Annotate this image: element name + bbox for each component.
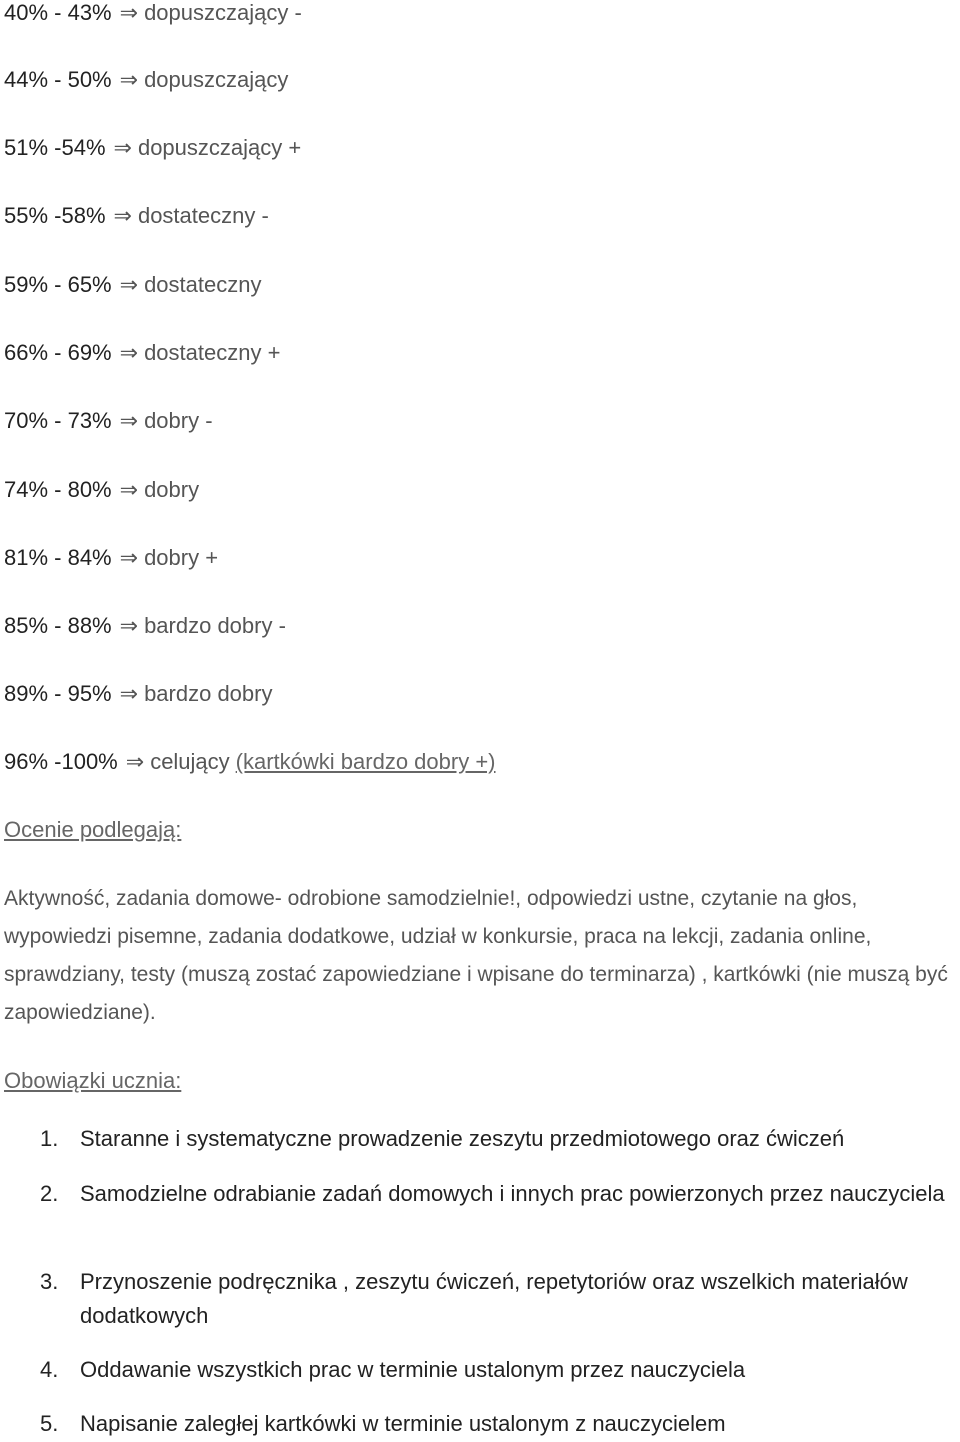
grade-range: 51% -54% (4, 135, 106, 160)
list-item-text: Samodzielne odrabianie zadań domowych i innych prac powierzonych przez nauczyciela (80, 1181, 945, 1206)
grade-scale-row (4, 681, 272, 707)
list-item-number: 4. (40, 1357, 59, 1382)
grade-name: dobry + (144, 545, 219, 570)
implies-arrow-icon: ⇒ (113, 203, 132, 228)
implies-arrow-icon: ⇒ (119, 67, 139, 92)
assessment-paragraph: Aktywność, zadania domowe- odrobione samodzielnie!, odpowiedzi ustne, czytanie na głos, wypowiedzi pisemne, zadania dodatkowe, udział w konkursie, praca na lekcji, zadania online, sprawdziany, testy (muszą zostać zapowiedziane i wpisane do terminarza) , kartkówki (nie muszą być zapowiedziane). (4, 887, 948, 1024)
list-item (40, 1122, 955, 1156)
grade-range: 74% - 80% (4, 477, 112, 502)
grade-scale-row (4, 613, 286, 639)
list-item (40, 1265, 955, 1333)
list-item-number: 1. (40, 1126, 59, 1151)
list-item (40, 1177, 955, 1211)
grade-range: 70% - 73% (4, 408, 112, 433)
grade-name: dopuszczający + (137, 135, 302, 160)
grade-range: 81% - 84% (4, 545, 112, 570)
grade-name: bardzo dobry (144, 681, 273, 706)
list-item-number: 3. (40, 1269, 59, 1294)
implies-arrow-icon: ⇒ (119, 681, 139, 706)
duties-heading: Obowiązki ucznia: (4, 1068, 182, 1093)
grade-range: 55% -58% (4, 203, 106, 228)
grade-name: dostateczny (144, 272, 262, 297)
grade-scale-row (4, 272, 261, 298)
implies-arrow-icon: ⇒ (119, 545, 139, 570)
grade-name: dopuszczający (144, 67, 289, 92)
list-item (40, 1407, 955, 1441)
grade-range: 89% - 95% (4, 681, 112, 706)
grade-scale-row (4, 749, 496, 775)
implies-arrow-icon: ⇒ (119, 340, 139, 365)
implies-arrow-icon: ⇒ (119, 408, 139, 433)
grade-scale-row (4, 477, 199, 503)
grade-range: 40% - 43% (4, 0, 112, 25)
implies-arrow-icon: ⇒ (113, 135, 132, 160)
implies-arrow-icon: ⇒ (119, 0, 139, 25)
grade-name: dostateczny + (144, 340, 281, 365)
grade-note: (kartkówki bardzo dobry +) (235, 749, 496, 774)
grade-scale-row (4, 203, 269, 229)
implies-arrow-icon: ⇒ (119, 613, 139, 638)
grade-name: bardzo dobry - (144, 613, 286, 638)
grade-scale-row (4, 340, 280, 366)
grade-range: 66% - 69% (4, 340, 112, 365)
list-item-text: Staranne i systematyczne prowadzenie zeszytu przedmiotowego oraz ćwiczeń (80, 1126, 845, 1151)
grade-scale-row (4, 67, 288, 93)
grade-name: dobry (144, 477, 200, 502)
grade-name: dostateczny - (137, 203, 269, 228)
list-item-number: 2. (40, 1181, 59, 1206)
grade-range: 59% - 65% (4, 272, 112, 297)
grade-range: 85% - 88% (4, 613, 112, 638)
list-item (40, 1353, 955, 1387)
list-item-number: 5. (40, 1411, 59, 1436)
list-item-text: Oddawanie wszystkich prac w terminie ustalonym przez nauczyciela (80, 1357, 746, 1382)
grade-range: 44% - 50% (4, 67, 112, 92)
implies-arrow-icon: ⇒ (119, 272, 139, 297)
implies-arrow-icon: ⇒ (119, 477, 139, 502)
assessment-heading: Ocenie podlegają: (4, 817, 182, 842)
grade-scale-row (4, 135, 301, 161)
grade-scale-row (4, 408, 213, 434)
grade-range: 96% -100% (4, 749, 118, 774)
grade-name: celujący (150, 749, 230, 774)
grade-scale-row (4, 0, 302, 26)
grade-scale-row (4, 545, 218, 571)
grade-name: dobry - (144, 408, 213, 433)
implies-arrow-icon: ⇒ (125, 749, 145, 774)
list-item-text: Napisanie zaległej kartkówki w terminie ustalonym z nauczycielem (80, 1411, 726, 1436)
list-item-text: Przynoszenie podręcznika , zeszytu ćwiczeń, repetytoriów oraz wszelkich materiałów dodatkowych (80, 1269, 908, 1328)
grade-name: dopuszczający - (144, 0, 302, 25)
